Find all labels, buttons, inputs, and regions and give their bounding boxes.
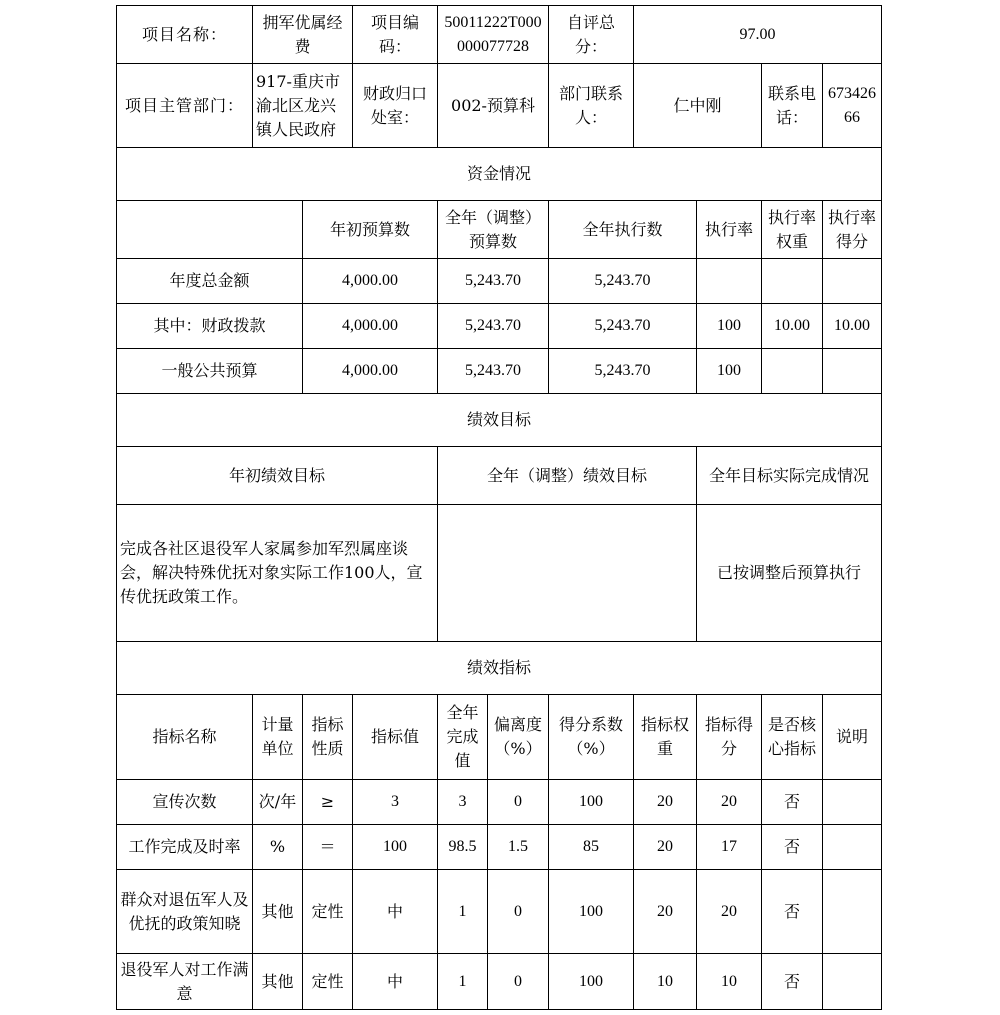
phone-value: 67342666 <box>822 63 882 148</box>
ind-row-weight: 10 <box>633 953 697 1010</box>
funds-row-initial: 4,000.00 <box>302 303 438 349</box>
ind-row-unit: 次/年 <box>252 779 303 825</box>
goals-section-title: 绩效目标 <box>116 393 882 447</box>
ind-row-coef: 100 <box>548 953 634 1010</box>
ind-row-unit: 其他 <box>252 953 303 1010</box>
ind-row-score: 17 <box>696 824 762 870</box>
goals-actual-text: 已按调整后预算执行 <box>696 504 882 642</box>
ind-row-dev: 0 <box>487 779 549 825</box>
ind-row-core: 否 <box>761 779 823 825</box>
ind-row-nature: ＝ <box>302 824 353 870</box>
funds-row-score: 10.00 <box>822 303 882 349</box>
ind-row-name: 宣传次数 <box>116 779 253 825</box>
ind-row-name: 工作完成及时率 <box>116 824 253 870</box>
funds-col-adjusted: 全年（调整）预算数 <box>437 200 549 259</box>
funds-col-executed: 全年执行数 <box>548 200 697 259</box>
funds-row-adjusted: 5,243.70 <box>437 348 549 394</box>
ind-row-note <box>822 953 882 1010</box>
ind-row-coef: 100 <box>548 779 634 825</box>
ind-col-unit: 计量单位 <box>252 694 303 780</box>
ind-col-name: 指标名称 <box>116 694 253 780</box>
funds-row-adjusted: 5,243.70 <box>437 303 549 349</box>
funds-col-initial: 年初预算数 <box>302 200 438 259</box>
funds-row-score <box>822 258 882 304</box>
contact-value: 仁中刚 <box>633 63 762 148</box>
funds-col-score: 执行率得分 <box>822 200 882 259</box>
ind-row-value: 100 <box>352 824 438 870</box>
ind-row-core: 否 <box>761 824 823 870</box>
self-score-value: 97.00 <box>633 5 882 64</box>
funds-row-executed: 5,243.70 <box>548 303 697 349</box>
goals-col-adjusted: 全年（调整）绩效目标 <box>437 446 697 505</box>
ind-row-nature: 定性 <box>302 869 353 954</box>
funds-row-initial: 4,000.00 <box>302 348 438 394</box>
funds-col-rate: 执行率 <box>696 200 762 259</box>
funds-row-executed: 5,243.70 <box>548 348 697 394</box>
phone-label: 联系电话： <box>761 63 823 148</box>
indicators-section-title: 绩效指标 <box>116 641 882 695</box>
funds-row-name: 一般公共预算 <box>116 348 303 394</box>
contact-label: 部门联系人： <box>548 63 634 148</box>
ind-row-dev: 0 <box>487 953 549 1010</box>
performance-evaluation-table <box>116 5 882 1010</box>
funds-row-rate: 100 <box>696 348 762 394</box>
ind-col-dev: 偏离度（%） <box>487 694 549 780</box>
goals-initial-text: 完成各社区退役军人家属参加军烈属座谈会，解决特殊优抚对象实际工作100人，宣传优抚政策工作。 <box>116 504 438 642</box>
ind-row-done: 98.5 <box>437 824 488 870</box>
goals-adjusted-text <box>437 504 697 642</box>
ind-col-core: 是否核心指标 <box>761 694 823 780</box>
goals-col-actual: 全年目标实际完成情况 <box>696 446 882 505</box>
ind-row-nature: ≥ <box>302 779 353 825</box>
finance-value: 002-预算科 <box>437 63 549 148</box>
ind-col-value: 指标值 <box>352 694 438 780</box>
ind-row-weight: 20 <box>633 779 697 825</box>
project-name-value: 拥军优属经费 <box>252 5 353 64</box>
ind-row-core: 否 <box>761 953 823 1010</box>
funds-row-weight: 10.00 <box>761 303 823 349</box>
self-score-label: 自评总分： <box>548 5 634 64</box>
funds-row-name: 其中：财政拨款 <box>116 303 303 349</box>
ind-row-core: 否 <box>761 869 823 954</box>
funds-row-score <box>822 348 882 394</box>
project-code-value: 50011222T000000077728 <box>437 5 549 64</box>
dept-value: 917-重庆市渝北区龙兴镇人民政府 <box>252 63 353 148</box>
ind-row-coef: 100 <box>548 869 634 954</box>
ind-row-dev: 0 <box>487 869 549 954</box>
project-name-label: 项目名称： <box>116 5 253 64</box>
ind-col-score: 指标得分 <box>696 694 762 780</box>
ind-row-score: 20 <box>696 779 762 825</box>
funds-row-adjusted: 5,243.70 <box>437 258 549 304</box>
ind-row-note <box>822 779 882 825</box>
ind-row-coef: 85 <box>548 824 634 870</box>
ind-row-weight: 20 <box>633 869 697 954</box>
ind-row-score: 10 <box>696 953 762 1010</box>
ind-col-coef: 得分系数（%） <box>548 694 634 780</box>
ind-row-value: 中 <box>352 953 438 1010</box>
finance-label: 财政归口处室： <box>352 63 438 148</box>
ind-row-done: 1 <box>437 953 488 1010</box>
ind-row-note <box>822 869 882 954</box>
ind-row-value: 3 <box>352 779 438 825</box>
ind-col-done: 全年完成值 <box>437 694 488 780</box>
ind-row-weight: 20 <box>633 824 697 870</box>
ind-col-weight: 指标权重 <box>633 694 697 780</box>
funds-row-executed: 5,243.70 <box>548 258 697 304</box>
project-code-label: 项目编码： <box>352 5 438 64</box>
funds-row-rate <box>696 258 762 304</box>
funds-row-name: 年度总金额 <box>116 258 303 304</box>
ind-row-dev: 1.5 <box>487 824 549 870</box>
funds-col-weight: 执行率权重 <box>761 200 823 259</box>
funds-row-weight <box>761 348 823 394</box>
ind-row-unit: 其他 <box>252 869 303 954</box>
ind-col-note: 说明 <box>822 694 882 780</box>
ind-col-nature: 指标性质 <box>302 694 353 780</box>
ind-row-value: 中 <box>352 869 438 954</box>
ind-row-name: 群众对退伍军人及优抚的政策知晓 <box>116 869 253 954</box>
ind-row-unit: % <box>252 824 303 870</box>
ind-row-note <box>822 824 882 870</box>
funds-header-empty <box>116 200 303 259</box>
ind-row-score: 20 <box>696 869 762 954</box>
dept-label: 项目主管部门： <box>116 63 253 148</box>
funds-row-rate: 100 <box>696 303 762 349</box>
ind-row-name: 退役军人对工作满意 <box>116 953 253 1010</box>
funds-row-weight <box>761 258 823 304</box>
ind-row-nature: 定性 <box>302 953 353 1010</box>
goals-col-initial: 年初绩效目标 <box>116 446 438 505</box>
funds-row-initial: 4,000.00 <box>302 258 438 304</box>
ind-row-done: 1 <box>437 869 488 954</box>
funds-section-title: 资金情况 <box>116 147 882 201</box>
ind-row-done: 3 <box>437 779 488 825</box>
